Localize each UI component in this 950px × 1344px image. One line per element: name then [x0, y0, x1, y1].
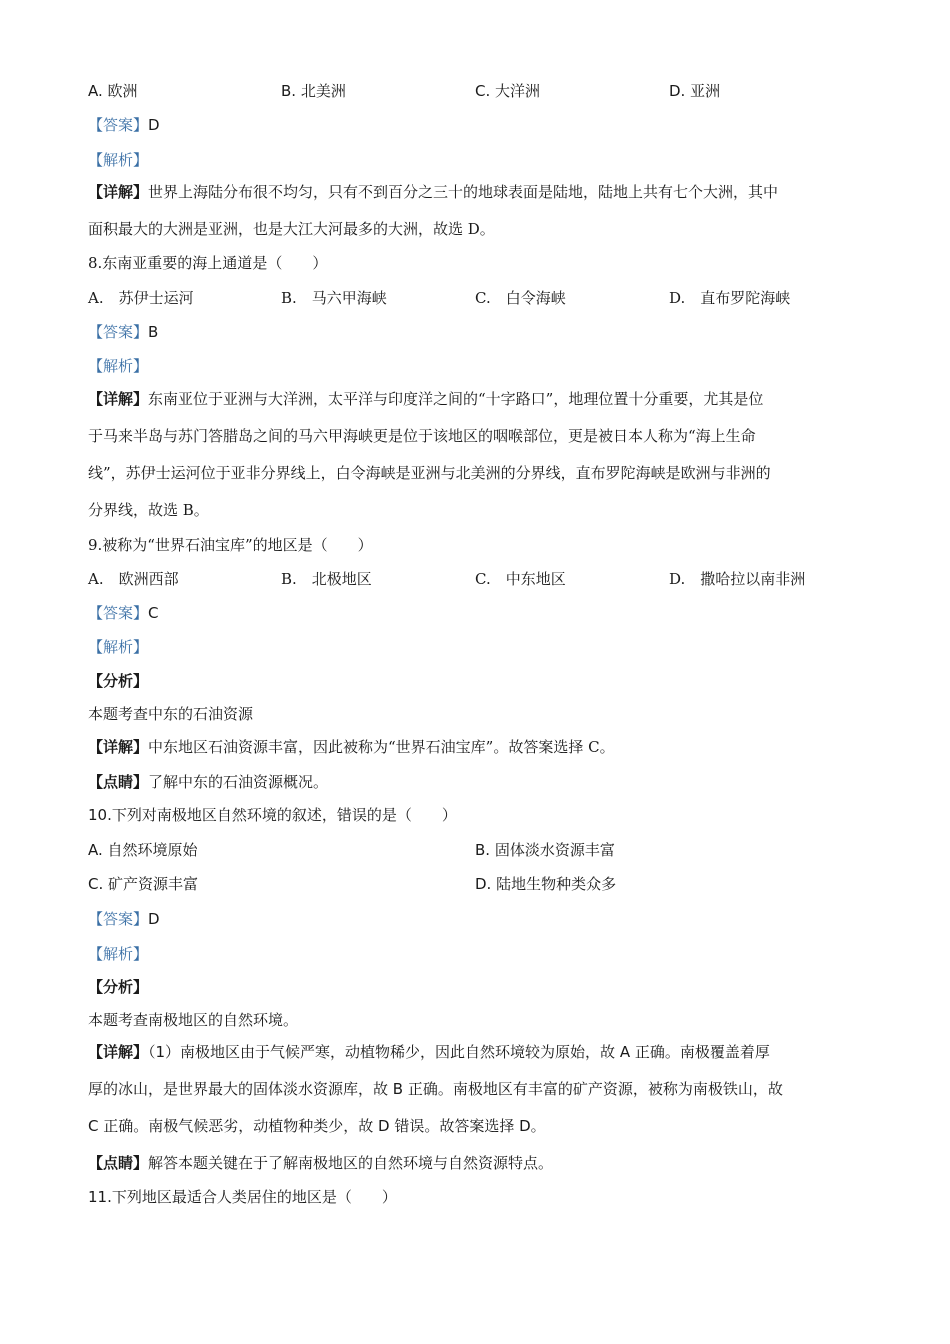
- q10-answer-tag: 【答案】: [88, 910, 149, 928]
- q9-option-d: D. 撒哈拉以南非洲: [669, 570, 806, 588]
- q8-question: 8.东南亚重要的海上通道是（ ）: [88, 254, 328, 272]
- q7-option-b: B. 北美洲: [281, 82, 346, 100]
- q8-detail-tag: 【详解】: [88, 390, 149, 408]
- q8-option-b: B. 马六甲海峡: [281, 289, 387, 307]
- q8-detail-line1: 东南亚位于亚洲与大洋洲，太平洋与印度洋之间的“十字路口”，地理位置十分重要，尤其是位: [148, 390, 764, 408]
- q9-question: 9.被称为“世界石油宝库”的地区是（ ）: [88, 536, 373, 554]
- q9-answer: C: [148, 604, 159, 622]
- q9-option-c: C. 中东地区: [475, 570, 566, 588]
- q10-detail-tag: 【详解】: [88, 1043, 149, 1061]
- q9-fenxi-text: 本题考查中东的石油资源: [88, 705, 254, 723]
- q10-answer: D: [148, 910, 160, 928]
- q7-option-c: C. 大洋洲: [475, 82, 541, 100]
- q8-answer-tag: 【答案】: [88, 323, 149, 341]
- q9-analysis-tag: 【解析】: [88, 638, 149, 656]
- q8-detail-line3: 线”，苏伊士运河位于亚非分界线上，白令海峡是亚洲与北美洲的分界线，直布罗陀海峡是欧洲与非洲的: [88, 464, 771, 482]
- q7-detail-tag: 【详解】: [88, 183, 149, 201]
- q9-answer-line: [88, 602, 159, 624]
- q7-answer-line: [88, 114, 160, 136]
- q10-option-d: D. 陆地生物种类众多: [475, 875, 617, 893]
- q8-analysis-tag: 【解析】: [88, 357, 149, 375]
- q11-question: 11.下列地区最适合人类居住的地区是（ ）: [88, 1188, 397, 1206]
- q8-detail-line2: 于马来半岛与苏门答腊岛之间的马六甲海峡更是位于该地区的咽喉部位，更是被日本人称为“海上生命: [88, 427, 756, 445]
- q7-detail-line2: 面积最大的大洲是亚洲，也是大江大河最多的大洲，故选 D。: [88, 220, 495, 238]
- q9-answer-tag: 【答案】: [88, 604, 149, 622]
- q8-option-a: A. 苏伊士运河: [88, 289, 194, 307]
- q10-dianjing-tag: 【点睛】: [88, 1154, 149, 1172]
- q10-question: 10.下列对南极地区自然环境的叙述，错误的是（ ）: [88, 806, 457, 824]
- q10-detail-line2: 厚的冰山，是世界最大的固体淡水资源库，故 B 正确。南极地区有丰富的矿产资源，被称为南极铁山，故: [88, 1080, 783, 1098]
- q10-option-c: C. 矿产资源丰富: [88, 875, 199, 893]
- q9-dianjing-text: 了解中东的石油资源概况。: [148, 773, 329, 791]
- q10-dianjing-text: 解答本题关键在于了解南极地区的自然环境与自然资源特点。: [148, 1154, 554, 1172]
- q7-option-d: D. 亚洲: [669, 82, 721, 100]
- q9-dianjing-line: [88, 771, 328, 793]
- q8-option-d: D. 直布罗陀海峡: [669, 289, 791, 307]
- q8-detail-line4: 分界线，故选 B。: [88, 501, 209, 519]
- q9-detail-tag: 【详解】: [88, 738, 149, 756]
- q10-detail-line1: （1）南极地区由于气候严寒，动植物稀少，因此自然环境较为原始，故 A 正确。南极覆盖着厚: [148, 1043, 770, 1061]
- q8-option-c: C. 白令海峡: [475, 289, 566, 307]
- q7-answer: D: [148, 116, 160, 134]
- q10-answer-line: [88, 908, 160, 930]
- q10-option-b: B. 固体淡水资源丰富: [475, 841, 615, 859]
- q8-answer: B: [148, 323, 159, 341]
- q7-detail-line1: 世界上海陆分布很不均匀，只有不到百分之三十的地球表面是陆地，陆地上共有七个大洲，其中: [148, 183, 779, 201]
- q9-fenxi-tag: 【分析】: [88, 672, 149, 690]
- q10-dianjing-line: [88, 1152, 553, 1174]
- q7-detail-paragraph: [88, 174, 864, 248]
- q9-option-b: B. 北极地区: [281, 570, 372, 588]
- q9-detail-text: 中东地区石油资源丰富，因此被称为“世界石油宝库”。故答案选择 C。: [148, 738, 615, 756]
- q10-fenxi-tag: 【分析】: [88, 978, 149, 996]
- q8-detail-paragraph: [88, 381, 864, 529]
- q10-detail-paragraph: [88, 1034, 864, 1145]
- q10-fenxi-text: 本题考查南极地区的自然环境。: [88, 1011, 299, 1029]
- q9-option-a: A. 欧洲西部: [88, 570, 179, 588]
- q7-answer-tag: 【答案】: [88, 116, 149, 134]
- q7-analysis-tag: 【解析】: [88, 151, 149, 169]
- q7-option-a: A. 欧洲: [88, 82, 138, 100]
- q9-detail-line: [88, 736, 615, 758]
- q10-detail-line3: C 正确。南极气候恶劣，动植物种类少，故 D 错误。故答案选择 D。: [88, 1117, 546, 1135]
- q8-answer-line: [88, 321, 158, 343]
- q10-option-a: A. 自然环境原始: [88, 841, 198, 859]
- q9-dianjing-tag: 【点睛】: [88, 773, 149, 791]
- q10-analysis-tag: 【解析】: [88, 945, 149, 963]
